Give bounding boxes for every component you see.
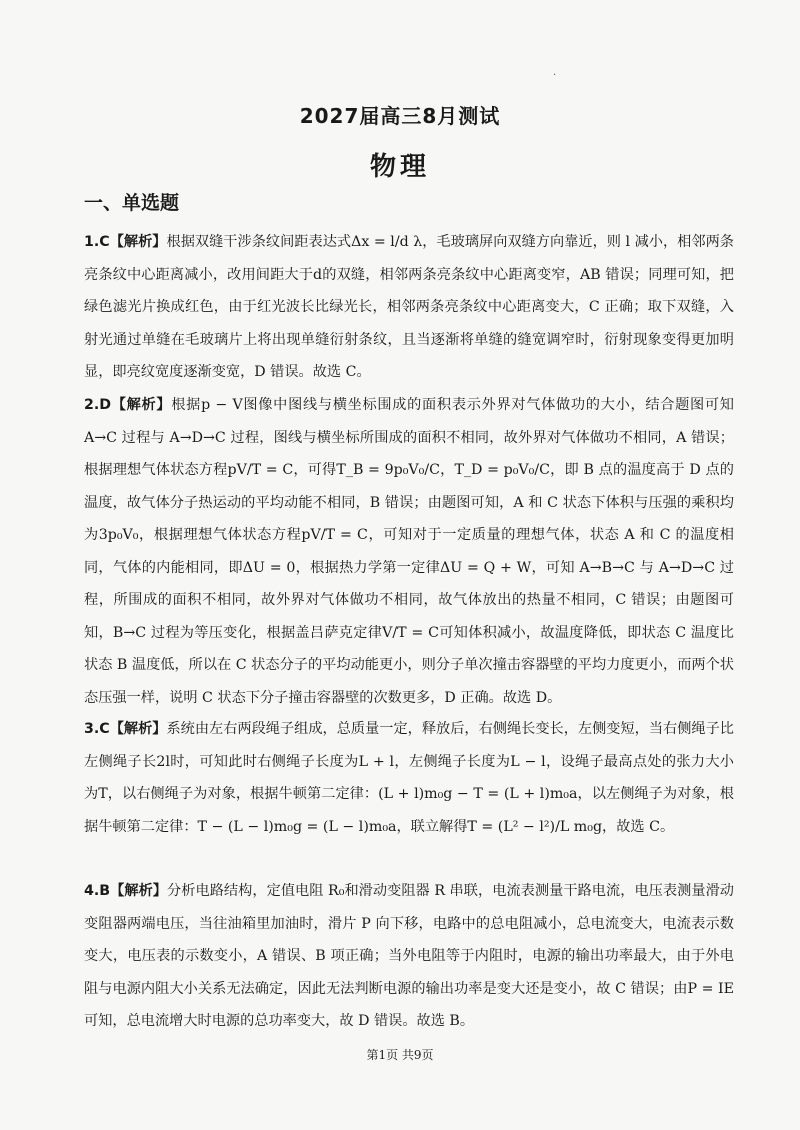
answer-letter: C [99,721,110,737]
solution-text: 分析电路结构，定值电阻 R₀和滑动变阻器 R 串联，电流表测量干路电流，电压表测量滑动变阻器两端电压，当往油箱里加油时，滑片 P 向下移，电路中的总电阻减小，总电流变大，电流表示数变大，电压表的示数变小，A 错误、B 项正确；当外电阻等于内阻时，电源的输出功率最大，由于外电阻与电源内阻大小关系无法确定，因此无法判断电源的输出功率是变大还是变小，故 C 错误；由P = IE可知，总电流增大时电源的总功率变大，故 D 错误。故选 B。 [84,883,734,1029]
section-heading: 一、单选题 [84,192,180,214]
question-3-solution [84,713,734,843]
answer-letter: D [99,397,112,413]
subject-title: 物理 [369,152,430,182]
question-2-solution [84,389,734,714]
question-4-solution [84,875,734,1038]
solution-text: 根据双缝干涉条纹间距表达式Δx = l/d λ，毛玻璃屏向双缝方向靠近，则 l 减小，相邻两条亮条纹中心距离减小，改用间距大于d的双缝，相邻两条亮条纹中心距离变窄，AB 错误；同理可知，把绿色滤光片换成红色，由于红光波长比绿光长，相邻两条亮条纹中心距离变大，C 正确；取下双缝，入射光通过单缝在毛玻璃片上将出现单缝衍射条纹，且当逐渐将单缝的缝宽调窄时，衍射现象变得更加明显，即亮纹宽度逐渐变宽，D 错误。故选 C。 [84,234,734,380]
question-number: 3. [84,721,100,737]
scan-dot: · [553,70,557,81]
answer-letter: B [99,883,111,899]
question-1-solution [84,226,734,389]
analysis-tag: 【解析】 [111,397,172,413]
question-number: 2. [84,397,100,413]
page-footer: 第1页 共9页 [366,1048,434,1062]
solution-text: 根据p − V图像中图线与横坐标围成的面积表示外界对气体做功的大小，结合题图可知 A→C 过程与 A→D→C 过程，图线与横坐标所围成的面积不相同，故外界对气体做功不相同，A 错误；根据理想气体状态方程pV/T = C，可得T_B = 9p₀V₀/C，T_D = p₀V₀/C，即 B 点的温度高于 D 点的温度，故气体分子热运动的平均动能不相同，B 错误；由题图可知，A 和 C 状态下体积与压强的乘积均为3p₀V₀，根据理想气体状态方程pV/T = C，可知对于一定质量的理想气体，状态 A 和 C 的温度相同，气体的内能相同，即ΔU = 0，根据热力学第一定律ΔU = Q + W，可知 A→B→C 与 A→D→C 过程，所围成的面积不相同，故外界对气体做功不相同，故气体放出的热量不相同，C 错误；由题图可知，B→C 过程为等压变化，根据盖吕萨克定律V/T = C可知体积减小，故温度降低，即状态 C 温度比状态 B 温度低，所以在 C 状态分子的平均动能更小，则分子单次撞击容器壁的平均力度更小，而两个状态压强一样，说明 C 状态下分子撞击容器壁的次数更多，D 正确。故选 D。 [84,397,734,706]
question-number: 1. [84,234,100,250]
question-number: 4. [84,883,100,899]
solution-text: 系统由左右两段绳子组成，总质量一定，释放后，右侧绳长变长，左侧变短，当右侧绳子比左侧绳子长2l时，可知此时右侧绳子长度为L + l，左侧绳子长度为L − l，设绳子最高点处的张力大小为T，以右侧绳子为对象，根据牛顿第二定律：(L + l)m₀g − T = (L + l)m₀a，以左侧绳子为对象，根据牛顿第二定律：T − (L − l)m₀g = (L − l)m₀a，联立解得T = (L² − l²)/L m₀g，故选 C。 [84,721,734,835]
exam-title: 2027届高三8月测试 [299,104,501,128]
analysis-tag: 【解析】 [110,883,168,899]
analysis-tag: 【解析】 [109,234,167,250]
answer-letter: C [99,234,110,250]
analysis-tag: 【解析】 [109,721,167,737]
